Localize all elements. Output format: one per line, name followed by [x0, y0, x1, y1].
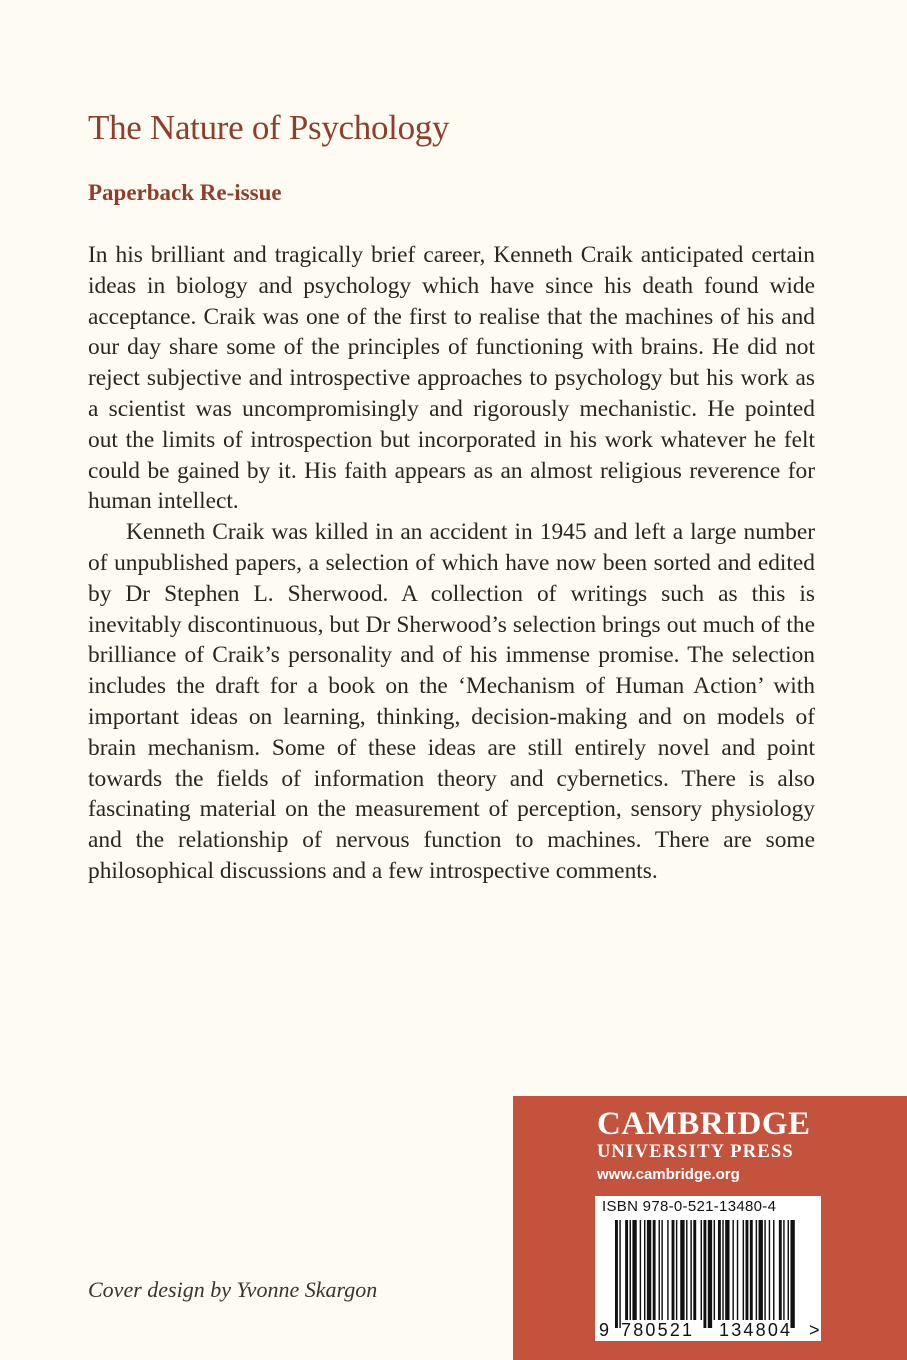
barcode-bar — [714, 1220, 715, 1320]
barcode-bar — [790, 1220, 794, 1328]
barcode-bar — [725, 1220, 729, 1320]
publisher-name: CAMBRIDGE — [597, 1106, 811, 1142]
barcode-bar — [783, 1220, 784, 1320]
barcode-digits-left: 780521 — [621, 1320, 695, 1340]
barcode-bar — [693, 1220, 696, 1320]
barcode-bar — [701, 1220, 702, 1320]
barcode-digits — [599, 1320, 819, 1341]
barcode-bar — [788, 1220, 789, 1320]
barcode-bar — [647, 1220, 651, 1320]
book-blurb — [88, 240, 815, 887]
barcode — [595, 1196, 821, 1341]
blurb-paragraph-1: In his brilliant and tragically brief career, Kenneth Craik anticipated certain ideas in biology and psychology which have since his death found wide acceptance. Craik was one of the first to realise that the machines of his and our day share some of the principles of functioning with brains. He did not reject subjective and introspective approaches to psychology but his work as a scientist was uncompromisingly and rigorously mechanistic. He pointed out the limits of introspection but incorporated in his work whatever he felt could be gained by it. His faith appears as an almost religious reverence for human intellect. — [88, 242, 815, 515]
barcode-bar — [718, 1220, 721, 1320]
cover-design-credit: Cover design by Yvonne Skargon — [88, 1277, 378, 1302]
barcode-bar — [632, 1220, 636, 1320]
barcode-bar — [644, 1220, 645, 1320]
barcode-bar — [750, 1220, 753, 1320]
barcode-bar — [759, 1220, 763, 1320]
blurb-paragraph-2: Kenneth Craik was killed in an accident in 1945 and left a large number of unpublished papers, a selection of which have now been sorted and edited by Dr Stephen L. Sherwood. A collection of writings such as this is inevitably discontinuous, but Dr Sherwood’s selection brings out much of the brilliance of Craik’s personality and of his immense promise. The selection includes the draft for a book on the ‘Mechanism of Human Action’ with important ideas on learning, thinking, decision-making and on models of brain mechanism. Some of these ideas are still entirely novel and point towards the fields of information theory and cybernetics. There is also fascinating material on the measurement of perception, sensory physiology and the relationship of nervous function to machines. There are some philosophical discussions and a few introspective comments. — [88, 519, 815, 884]
barcode-bar — [653, 1220, 656, 1320]
barcode-quiet-marker: > — [809, 1320, 820, 1340]
isbn-label: ISBN 978-0-521-13480-4 — [602, 1198, 777, 1215]
publisher-url[interactable]: www.cambridge.org — [597, 1166, 740, 1183]
barcode-bar — [737, 1220, 738, 1320]
book-subtitle: Paperback Re-issue — [88, 180, 282, 205]
barcode-bar — [630, 1220, 631, 1320]
barcode-bar — [708, 1220, 712, 1328]
barcode-bar — [722, 1220, 723, 1320]
barcode-digit-lead: 9 — [599, 1320, 610, 1340]
barcode-bar — [619, 1220, 620, 1328]
barcode-digits-right: 134804 — [719, 1320, 793, 1340]
barcode-bar — [672, 1220, 675, 1320]
barcode-bar — [686, 1220, 687, 1320]
barcode-bar — [773, 1220, 774, 1320]
barcode-bar — [779, 1220, 782, 1320]
publisher-subname: UNIVERSITY PRESS — [597, 1142, 794, 1162]
barcode-bar — [690, 1220, 691, 1320]
barcode-bar — [680, 1220, 684, 1320]
barcode-bar — [703, 1220, 706, 1328]
barcode-bar — [640, 1220, 641, 1320]
barcode-bar — [615, 1220, 618, 1328]
barcode-bar — [661, 1220, 662, 1320]
barcode-bar — [746, 1220, 749, 1320]
barcode-bar — [667, 1220, 668, 1320]
barcode-bar — [764, 1220, 765, 1320]
barcode-bar — [769, 1220, 770, 1320]
barcode-bar — [756, 1220, 757, 1320]
barcode-bar — [743, 1220, 744, 1320]
barcode-bar — [659, 1220, 660, 1320]
barcode-bar — [676, 1220, 677, 1320]
publisher-panel — [513, 1096, 907, 1360]
barcode-bar — [625, 1220, 628, 1320]
book-title: The Nature of Psychology — [88, 108, 450, 147]
barcode-bar — [732, 1220, 733, 1320]
